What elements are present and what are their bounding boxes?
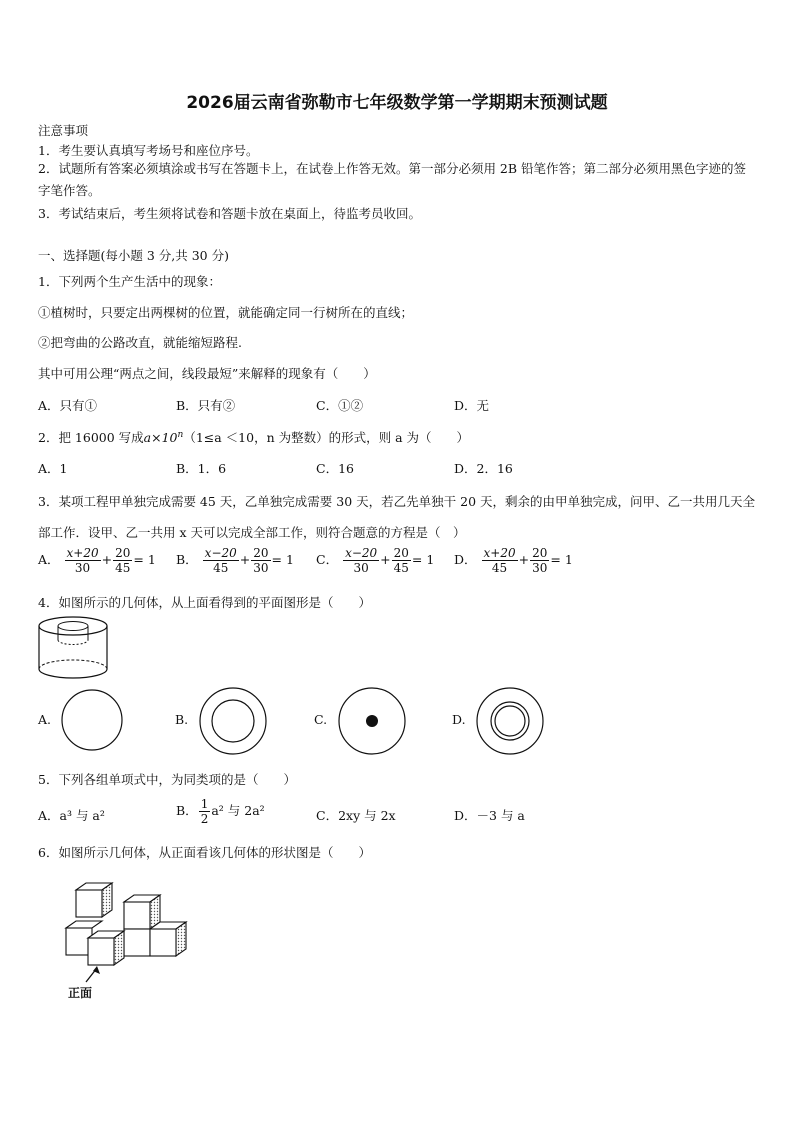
q3-option-c[interactable]: C． $\frac{x-20}{30}$ + $\frac{20}{45}$ = 1 (316, 546, 435, 575)
notice-item-1: 1．考生要认真填写考场号和座位序号。 (38, 143, 259, 158)
q3-option-b[interactable]: B． $\frac{x-20}{45}$ + $\frac{20}{30}$ = 1 (176, 546, 294, 575)
q3-d-frac-1 (482, 546, 518, 575)
q3-a-frac-2 (113, 546, 132, 575)
q2-stem-exponent: n (177, 429, 184, 440)
q3-d-frac-2 (530, 546, 549, 575)
q4-option-d-double-ring-icon[interactable] (475, 686, 545, 756)
q1-line-3: 其中可用公理“两点之间，线段最短”来解释的现象有（ ） (38, 366, 376, 381)
q2-stem (38, 428, 469, 446)
q1-option-b[interactable]: B．只有② (176, 398, 236, 413)
q4-option-d-label[interactable]: D. (452, 712, 466, 727)
q3-b-frac-1 (203, 546, 239, 575)
q3-b-den-2: 30 (253, 561, 269, 575)
q5-b-frac (199, 797, 211, 826)
q3-stem: 3．某项工程甲单独完成需要 45 天，乙单独完成需要 30 天，若乙先单独干 20 天，剩余的由甲单独完成，问甲、乙一共用几天全部工作．设甲、乙一共用 x 天可以完成全部工作，则符合题意的方程是（ ） (38, 494, 756, 540)
q3-b-frac-2 (251, 546, 270, 575)
q4-option-b-label[interactable]: B. (175, 712, 189, 727)
q2-stem-prefix: 2．把 16000 写成 (38, 430, 144, 445)
q5-b-num: 1 (200, 797, 209, 811)
q1-stem: 1．下列两个生产生活中的现象： (38, 274, 221, 289)
q3-c-rhs: = 1 (411, 552, 435, 567)
q1-line-1: ①植树时，只要定出两棵树的位置，就能确定同一行树所在的直线； (38, 305, 414, 320)
q3-option-d[interactable]: D． $\frac{x+20}{45}$ + $\frac{20}{30}$ = 1 (454, 546, 573, 575)
q4-option-c-dot-circle-icon[interactable] (337, 686, 407, 756)
q3-d-den-1: 45 (491, 561, 508, 575)
q3-option-a[interactable]: A． $\frac{x+20}{30}$ + $\frac{20}{45}$ = 1 (38, 546, 156, 575)
notice-item-2: 2．试题所有答案必须填涂或书写在答题卡上，在试卷上作答无效。第一部分必须用 2B 铅笔作答；第二部分必须用黑色字迹的签字笔作答。 (38, 161, 747, 198)
q3-option-b-label: B． (176, 552, 198, 567)
q5-option-a[interactable]: A．a³ 与 a² (38, 808, 105, 823)
q3-c-frac-1 (343, 546, 379, 575)
q3-a-frac-1 (65, 546, 101, 575)
q6-cube-stack-figure (60, 880, 200, 990)
q3-b-num-1: x−20 (204, 546, 237, 560)
notice-item-3: 3．考试结束后，考生须将试卷和答题卡放在桌面上，待监考员收回。 (38, 206, 421, 221)
q2-stem-suffix: （1≤a ＜10，n 为整数）的形式，则 a 为（ ） (183, 430, 469, 445)
q3-a-num-1: x+20 (66, 546, 99, 560)
q2-option-a[interactable]: A．1 (38, 461, 68, 476)
q5-stem: 5．下列各组单项式中，为同类项的是（ ） (38, 772, 296, 787)
q4-option-a-label[interactable]: A. (38, 712, 52, 727)
q3-c-den-1: 30 (353, 561, 369, 575)
q3-option-c-label: C． (316, 552, 339, 567)
page-title: 2026届云南省弥勒市七年级数学第一学期期末预测试题 (186, 93, 608, 113)
section-heading: 一、选择题(每小题 3 分,共 30 分) (38, 248, 229, 263)
q3-option-d-label: D． (454, 552, 477, 567)
q2-option-d[interactable]: D．2．16 (454, 461, 513, 476)
q3-a-den-2: 45 (115, 561, 131, 575)
q3-c-num-2: 20 (393, 546, 409, 560)
q1-option-c[interactable]: C．①② (316, 398, 364, 413)
q5-option-c[interactable]: C．2xy 与 2x (316, 808, 396, 823)
q5-option-b-label: B． (176, 803, 198, 818)
q3-d-num-1: x+20 (483, 546, 516, 560)
q3-c-num-1: x−20 (345, 546, 378, 560)
q3-a-num-2: 20 (115, 546, 131, 560)
q3-d-den-2: 30 (532, 561, 548, 575)
q6-stem: 6．如图所示几何体，从正面看该几何体的形状图是（ ） (38, 845, 371, 860)
q1-option-d[interactable]: D．无 (454, 398, 490, 413)
q3-b-den-1: 45 (213, 561, 229, 575)
q3-b-num-2: 20 (253, 546, 269, 560)
q3-d-num-2: 20 (532, 546, 548, 560)
q4-stem: 4．如图所示的几何体，从上面看得到的平面图形是（ ） (38, 595, 371, 610)
q3-b-rhs: = 1 (271, 552, 294, 567)
notice-heading: 注意事项 (38, 123, 89, 138)
q5-b-den: 2 (200, 812, 209, 826)
q3-a-rhs: = 1 (133, 552, 156, 567)
q5-option-d[interactable]: D．－3 与 a (454, 808, 525, 823)
q4-solid-figure (34, 614, 114, 684)
q4-option-b-ring-icon[interactable] (198, 686, 268, 756)
q4-option-a-circle-icon[interactable] (60, 688, 124, 752)
q5-option-b-text: a² 与 2a² (211, 803, 265, 818)
q3-a-den-1: 30 (74, 561, 91, 575)
q3-option-a-label: A． (38, 552, 60, 567)
q3-c-den-2: 45 (393, 561, 409, 575)
q2-option-c[interactable]: C．16 (316, 461, 354, 476)
q1-option-a[interactable]: A．只有① (38, 398, 98, 413)
q6-front-label: 正面 (68, 986, 93, 1000)
q4-option-c-label[interactable]: C. (314, 712, 328, 727)
q1-line-2: ②把弯曲的公路改直，就能缩短路程. (38, 335, 242, 350)
q3-c-frac-2 (392, 546, 411, 575)
q2-stem-expression: a×10 (143, 430, 178, 445)
q2-option-b[interactable]: B．1．6 (176, 461, 227, 476)
q3-d-rhs: = 1 (550, 552, 573, 567)
q5-option-b[interactable] (176, 797, 265, 826)
